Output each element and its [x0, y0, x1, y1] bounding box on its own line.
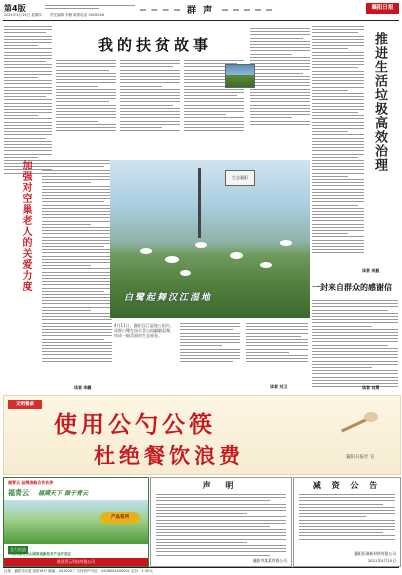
header-dash-right [222, 9, 272, 11]
bird [180, 270, 191, 276]
civility-poster [3, 395, 401, 475]
poster-tag: 文明餐桌 [8, 400, 42, 409]
poster-line-1: 使用公勺公筷 [54, 411, 216, 438]
ad-line2: 中国西部青云山国家高新技术产业开发区 [8, 552, 71, 556]
photo-text-col3 [246, 323, 308, 364]
poster-line-2: 杜绝餐饮浪费 [94, 443, 244, 468]
ad-brand: 福青云 [8, 489, 29, 497]
author-3: 读者 吴毅 [362, 268, 380, 273]
main-title: 我的扶贫故事 [97, 36, 212, 54]
section-title: 群 声 [187, 6, 215, 16]
sign-board: 生态襄阳 [225, 170, 255, 186]
reduce-signer: 襄阳恒瑞新材料有限公司 [354, 551, 396, 556]
left-article-text [42, 160, 112, 364]
right-small-text [312, 300, 398, 389]
poster-credit: 襄阳日报社 宣 [346, 455, 375, 460]
main-article-col5 [250, 95, 310, 127]
bird [140, 248, 152, 254]
ad-line1: 全力打造 [10, 547, 26, 552]
ad-slogan: 福满天下 源于青云 [38, 490, 89, 497]
nav-line [45, 5, 135, 11]
date-line: 2021年4月15日 星期四 [4, 13, 42, 17]
footer-text: 社址：襄阳市长虹北路18号 邮编：441000 广告经营许可证：4206004000001 定价：1.50元 [4, 569, 153, 573]
reduce-notice-box [293, 477, 401, 567]
reduce-date: 2021年4月15日 [367, 558, 396, 563]
reduce-title: 减 资 公 告 [312, 480, 382, 490]
photo-caption-art: 白鹭起舞汉江湿地 [124, 293, 213, 303]
inset-image [225, 64, 255, 88]
ad-pill: 产品系列 [100, 512, 140, 524]
header-dash-left [140, 9, 180, 11]
main-article-col2 [120, 60, 180, 133]
right-small-title: 一封来自群众的感谢信 [312, 282, 392, 292]
spoon-icon [364, 412, 378, 422]
bird [280, 240, 292, 246]
advertisement [3, 477, 149, 567]
bird [230, 252, 243, 259]
right-col-text [312, 26, 364, 256]
statement-signer: 襄阳市某某有限公司 [252, 558, 287, 563]
photo-text-col2 [180, 323, 240, 364]
photo-caption: 4月11日，襄阳汉江湿地公园内，成群白鹭在绿水青山间翩翩起舞，构成一幅美丽的生态画卷。 [114, 323, 174, 338]
statement-box [150, 477, 292, 567]
wetland-photo [110, 160, 310, 318]
statement-title: 声 明 [202, 480, 240, 490]
bird [260, 262, 272, 268]
footer-rule [3, 567, 399, 568]
header-rule [3, 20, 399, 21]
page-number: 第4版 [4, 4, 26, 13]
author-4: 读者 刘勇 [362, 385, 380, 390]
editor-line: 责任编辑 李静 联系电话 3020046 [50, 13, 104, 17]
left-vertical-title: 加强对空巢老人的关爱力度 [20, 160, 31, 292]
ad-line3: 福青云 品牌战略合作伙伴 [8, 480, 54, 485]
author-2: 读者 刘卫 [270, 384, 288, 389]
left-col-text [4, 26, 52, 176]
main-article-col1 [56, 60, 116, 133]
bird [165, 256, 179, 263]
street-lamp [198, 168, 201, 238]
bird [195, 242, 207, 248]
right-vertical-title: 推进生活垃圾高效治理 [372, 32, 387, 172]
masthead-logo: 襄阳日报 [366, 3, 399, 14]
ad-footer: 陕西青云科技有限公司 [4, 558, 148, 566]
author-1: 读者 李鹏 [74, 385, 92, 390]
